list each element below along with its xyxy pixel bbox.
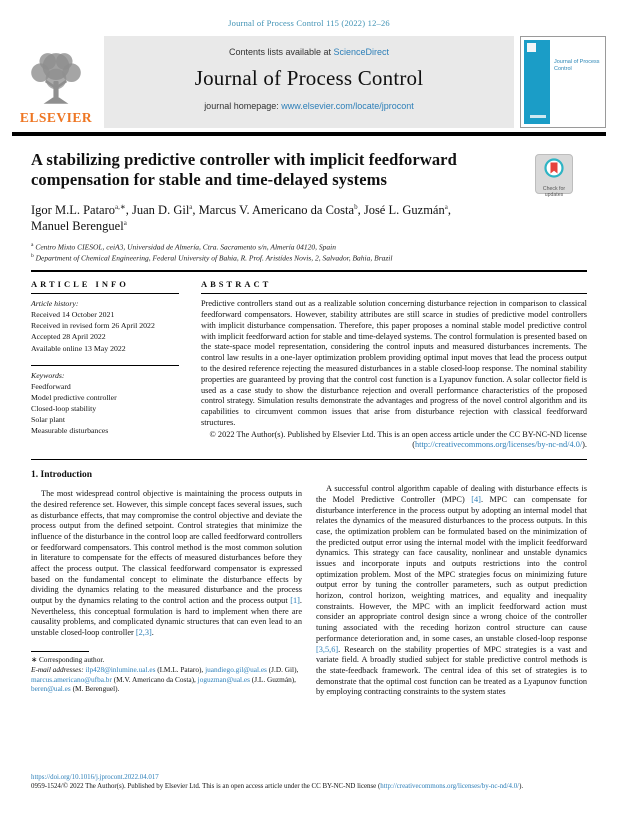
author-row-2	[31, 218, 587, 234]
keyword: Closed-loop stability	[31, 403, 97, 413]
email-owner: (M.V. Americano da Costa),	[111, 674, 198, 684]
author-separator: ,	[447, 203, 451, 217]
email-link[interactable]: beren@ual.es	[31, 684, 71, 694]
keyword: Model predictive controller	[31, 392, 117, 402]
journal-title: Journal of Process Control	[194, 66, 424, 90]
journal-banner	[104, 36, 514, 128]
history-item: Received 14 October 2021	[31, 310, 115, 320]
author-affil-mark: a,∗	[115, 202, 126, 211]
email-owner: (M. Berenguel).	[70, 684, 120, 694]
journal-homepage-link[interactable]: www.elsevier.com/locate/jprocont	[281, 101, 414, 111]
homepage-line-text: journal homepage:	[204, 101, 282, 111]
footer-license-link[interactable]: http://creativecommons.org/licenses/by-nc-nd/4.0/	[380, 783, 520, 790]
abstract-column	[201, 279, 587, 451]
text-segment: . MPC can compensate for disturbance interference in the process output by adopting an internal model that relates the dynamics of the measured disturbances to the process outputs. In this case, the optimization problem can be formulated based on the minimization of the predicted output error using the internal model with the implicit feedforward dynamics. This strategy can face causality, nonlinear and unstable dynamics issues and incorporate inputs and outputs restrictions into the control optimization problem. Most of the MPC strategies focus on minimizing future output error by tuning the controller parameters, such as output prediction horizon, control horizon, weighting matrices, and equality and inequality constraints. However, the MPC with an implicit feedforward action must consider an appropriate control design since a wrong choice of the controller tuning associated with the receding horizon control structure can cause performance deterioration and, in some cases, an unstable closed-loop response	[316, 494, 588, 643]
author-name: Manuel Berenguel	[31, 219, 124, 234]
author-name: Juan D. Gil	[132, 203, 190, 217]
doi-link[interactable]: https://doi.org/10.1016/j.jprocont.2022.04.017	[31, 774, 159, 781]
issn-close: ).	[519, 783, 524, 790]
footnote	[31, 651, 302, 694]
author-separator: ,	[125, 203, 132, 217]
spacer	[31, 354, 189, 362]
cover-logo-square	[527, 43, 536, 52]
journal-cover-thumbnail	[520, 36, 606, 128]
corresponding-author-note: ∗ Corresponding author.	[31, 654, 105, 664]
history-item: Accepted 28 April 2022	[31, 332, 106, 342]
spacer	[316, 460, 587, 484]
affiliation-text: Centro Mixto CIESOL, ceiA3, Universidad de Almería, Ctra. Sacramento s/n, Almería 04120, Spain	[33, 242, 336, 251]
text-segment: A successful control algorithm capable of dealing with disturbance effects is the Model Predictive Controller (MPC)	[316, 484, 587, 504]
contents-line-text: Contents lists available at	[228, 47, 334, 57]
journal-citation: Journal of Process Control 115 (2022) 12–26	[228, 18, 390, 28]
email-link[interactable]: joguzman@ual.es	[197, 674, 250, 684]
abstract-copyright	[201, 430, 587, 452]
check-for-updates-badge[interactable]	[535, 154, 573, 199]
author-name: Marcus V. Americano da Costa	[198, 203, 355, 217]
left-column	[31, 460, 302, 698]
history-item: Received in revised form 26 April 2022	[31, 321, 155, 331]
introduction-paragraph-left	[31, 489, 302, 639]
history-item: Available online 13 May 2022	[31, 343, 126, 353]
keyword: Feedforward	[31, 381, 71, 391]
reference-link[interactable]: [2,3]	[135, 628, 152, 638]
email-addresses	[31, 665, 302, 695]
issn-copyright-line	[31, 782, 590, 791]
introduction-paragraph-right	[316, 484, 587, 698]
keyword: Measurable disturbances	[31, 425, 109, 435]
email-owner: (I.M.L. Pataro),	[155, 664, 206, 674]
issn-text: 0959-1524/© 2022 The Author(s). Published by Elsevier Ltd. This is an open access article under the CC BY-NC-ND license (	[31, 783, 381, 790]
email-owner: (J.D. Gil),	[266, 664, 299, 674]
check-for-updates-label: Check for updates	[542, 186, 566, 199]
keyword: Solar plant	[31, 414, 65, 424]
article-title: A stabilizing predictive controller with implicit feedforward compensation for stable and time-delayed systems	[31, 150, 457, 190]
license-link[interactable]: http://creativecommons.org/licenses/by-nc-nd/4.0/	[415, 440, 583, 450]
sciencedirect-link[interactable]: ScienceDirect	[333, 47, 390, 57]
homepage-line	[104, 101, 514, 111]
footnote-rule	[31, 651, 89, 652]
info-abstract-section	[31, 279, 587, 451]
right-column	[316, 460, 587, 698]
author-separator: ,	[357, 203, 364, 217]
elsevier-wordmark: ELSEVIER	[19, 110, 93, 125]
page-footer	[31, 774, 590, 791]
affiliation-list	[31, 242, 587, 265]
title-row	[31, 150, 587, 199]
elsevier-tree-icon	[25, 50, 87, 112]
author-affil-mark: a	[189, 202, 193, 211]
divider	[31, 365, 179, 366]
author-affil-mark: b	[354, 202, 358, 211]
text-segment: .	[151, 628, 154, 638]
article-info-column	[31, 279, 189, 451]
body-columns	[31, 460, 587, 698]
elsevier-logo	[12, 36, 100, 128]
affiliation-mark: b	[31, 252, 34, 259]
history-label: Article history:	[31, 299, 79, 309]
keywords-label: Keywords:	[31, 370, 65, 380]
affiliation-mark: a	[31, 241, 34, 248]
abstract-heading: ABSTRACT	[201, 279, 272, 290]
text-segment: . Research on the stability properties of MPC strategies is a vast and variate field. A broadly studied subject for stable predictive control methods is the state-feedback framework. The central idea of this set of strategies is to demonstrate that the optimal cost function can be treated as a Lyapunov function by employing contracting constraints to the system states	[316, 644, 587, 697]
divider	[31, 293, 179, 294]
contents-line	[104, 47, 514, 57]
cover-blue-strip	[524, 40, 550, 124]
reference-link[interactable]: [1]	[290, 596, 300, 606]
author-affil-mark: a	[444, 202, 448, 211]
author-name: Igor M.L. Pataro	[31, 203, 116, 217]
cover-footer-mark	[530, 115, 546, 118]
masthead-divider	[12, 132, 606, 136]
masthead	[12, 36, 606, 128]
introduction-heading: 1. Introduction	[31, 470, 93, 481]
affiliation	[31, 253, 587, 264]
email-label: E-mail addresses:	[31, 664, 86, 674]
abstract-text: Predictive controllers stand out as a realizable solution concerning disturbance rejection in comparison to classical feedforward compensators. However, stability attributes are still scarce in studies of predictive model controllers with implicit disturbance compensation. Therefore, this paper proposes a nominal stable model predictive control with implicit feedforward action for stable and time-delayed systems. The control formulation is presented based on the state-space model representation, considering the control inputs and measured disturbances increments. The control law results in a one-layer optimization problem providing optimal input moves that lead the process output to the desired reference rejecting the measured disturbances in a stable closed-loop response. The nominal stability properties are guaranteed by proving that the control cost function is a Lyapunov function. A solar collector field is used as a case study to show the disturbance rejection and overall performance characteristics of the proposed control strategy. Simulation results demonstrate the advantages and progress of the novel control algorithm and its capabilities to circumvent common issues that arise from disturbance rejection with classical feedforward structures.	[201, 299, 587, 427]
crossmark-icon	[541, 157, 567, 181]
copyright-text: © 2022 The Author(s). Published by Elsevier Ltd. This is an open access article under the CC BY-NC-ND license (	[209, 429, 587, 450]
article-info-heading: ARTICLE INFO	[31, 279, 129, 290]
reference-link[interactable]: [4]	[471, 494, 481, 504]
email-owner: (J.L. Guzmán),	[249, 674, 296, 684]
divider	[201, 293, 587, 294]
text-segment: . Nevertheless, this conceptual formulation is hard to implement when there are causality problems, and complicated dynamic structures that can even lead to an unstable closed-loop controller	[31, 596, 302, 638]
email-link[interactable]: ilp428@inlumine.ual.es	[85, 664, 156, 674]
author-list	[31, 202, 587, 235]
email-link[interactable]: marcus.americano@ufba.br	[31, 674, 112, 684]
text-segment: The most widespread control objective is maintaining the process outputs in the desired reference set. However, this simple concept faces several issues, such as disturbance effects, that may compromise the control objective and deviate the process output from the defined setpoint. Control strategies that minimize the influence of the disturbance in the control loop are called feedforward controllers or feedforward compensators. This control method is the most common solution in literature to compensate for the effects of measured disturbances before they affect the process output. The classical feedforward compensator is expressed based on the fundamental concept to eliminate the disturbance effects by dividing the dynamics relating to the measured disturbance and the process output by the dynamics relating to the control action and the process output	[31, 489, 302, 606]
header-divider	[31, 270, 587, 272]
email-link[interactable]: juandiego.gil@ual.es	[205, 664, 267, 674]
reference-link[interactable]: [3,5,6]	[316, 644, 339, 654]
affiliation	[31, 242, 587, 253]
copyright-close: ).	[582, 440, 587, 450]
author-affil-mark: a	[123, 219, 127, 228]
author-row-1	[31, 202, 587, 218]
affiliation-text: Department of Chemical Engineering, Federal University of Bahia, R. Prof. Aristídes Novis, 2, Salvador, Bahia, Brazil	[33, 253, 393, 263]
author-name: José L. Guzmán	[363, 203, 445, 217]
cover-title: Journal of Process Control	[554, 59, 600, 72]
author-separator: ,	[192, 203, 199, 217]
